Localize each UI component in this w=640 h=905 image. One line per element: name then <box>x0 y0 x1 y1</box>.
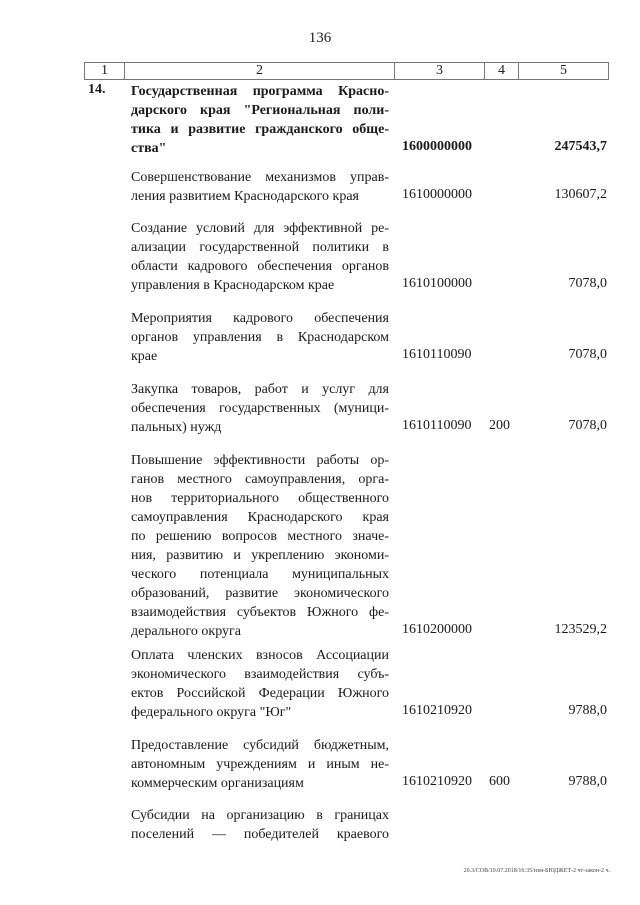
row-description: Создание условий для эффективной ре- ализации государственной политики в области кадрового обеспечения органов управления в Краснодарском крае <box>131 221 389 293</box>
row-kvr: 200 <box>489 418 510 433</box>
row-kvr: 600 <box>489 774 510 789</box>
document-footer: 20.3/СОВ/10.07.2018/16:35/изм-БЮДЖЕТ-2 чт-закон-2 ч. <box>463 868 610 874</box>
row-code: 1610210920 <box>402 774 472 789</box>
row-code: 1610110090 <box>402 347 472 362</box>
row-description: Предоставление субсидий бюджетным, автономным учреждениям и иным не- коммерческим организациям <box>131 738 389 791</box>
row-number: 14. <box>88 82 106 97</box>
header-col-3: 3 <box>395 63 485 79</box>
header-col-2: 2 <box>125 63 395 79</box>
row-sum: 130607,2 <box>554 187 607 202</box>
row-sum: 123529,2 <box>554 622 607 637</box>
table-header <box>84 62 609 80</box>
header-col-5: 5 <box>560 63 567 78</box>
row-description: Мероприятия кадрового обеспечения органов управления в Краснодарском крае <box>131 311 389 364</box>
header-col-1: 1 <box>85 63 125 79</box>
row-code: 1610000000 <box>402 187 472 202</box>
row-sum: 247543,7 <box>554 139 607 154</box>
row-code: 1610110090 <box>402 418 472 433</box>
page-number: 136 <box>308 30 332 46</box>
row-description: Закупка товаров, работ и услуг для обеспечения государственных (муници- пальных) нужд <box>131 382 389 435</box>
row-code: 1610200000 <box>402 622 472 637</box>
row-code: 1600000000 <box>402 139 472 154</box>
header-col-4: 4 <box>485 63 519 79</box>
row-sum: 7078,0 <box>568 418 607 433</box>
row-description: Оплата членских взносов Ассоциации экономического взаимодействия субъ- ектов Российской Федерации Южного федерального округа "Юг" <box>131 648 389 720</box>
row-description: Государственная программа Красно- дарского края "Региональная поли- тика и развитие гражданского обще- ства" <box>131 84 389 156</box>
row-code: 1610210920 <box>402 703 472 718</box>
row-sum: 9788,0 <box>568 774 607 789</box>
row-sum: 9788,0 <box>568 703 607 718</box>
row-sum: 7078,0 <box>568 347 607 362</box>
row-description: Совершенствование механизмов управ- ления развитием Краснодарского края <box>131 170 389 204</box>
row-code: 1610100000 <box>402 276 472 291</box>
row-sum: 7078,0 <box>568 276 607 291</box>
row-description: Субсидии на организацию в границах поселений — победителей краевого <box>131 808 389 842</box>
row-description: Повышение эффективности работы ор- ганов местного самоуправления, орга- нов территориального общественного самоуправления Краснодарского края по решению вопросов местного значе- ния, развитию и укреплению экономи- ческого потенциала муниципальных образований, развитие экономического взаимодействия субъектов Южного фе- дерального округа <box>131 453 389 639</box>
